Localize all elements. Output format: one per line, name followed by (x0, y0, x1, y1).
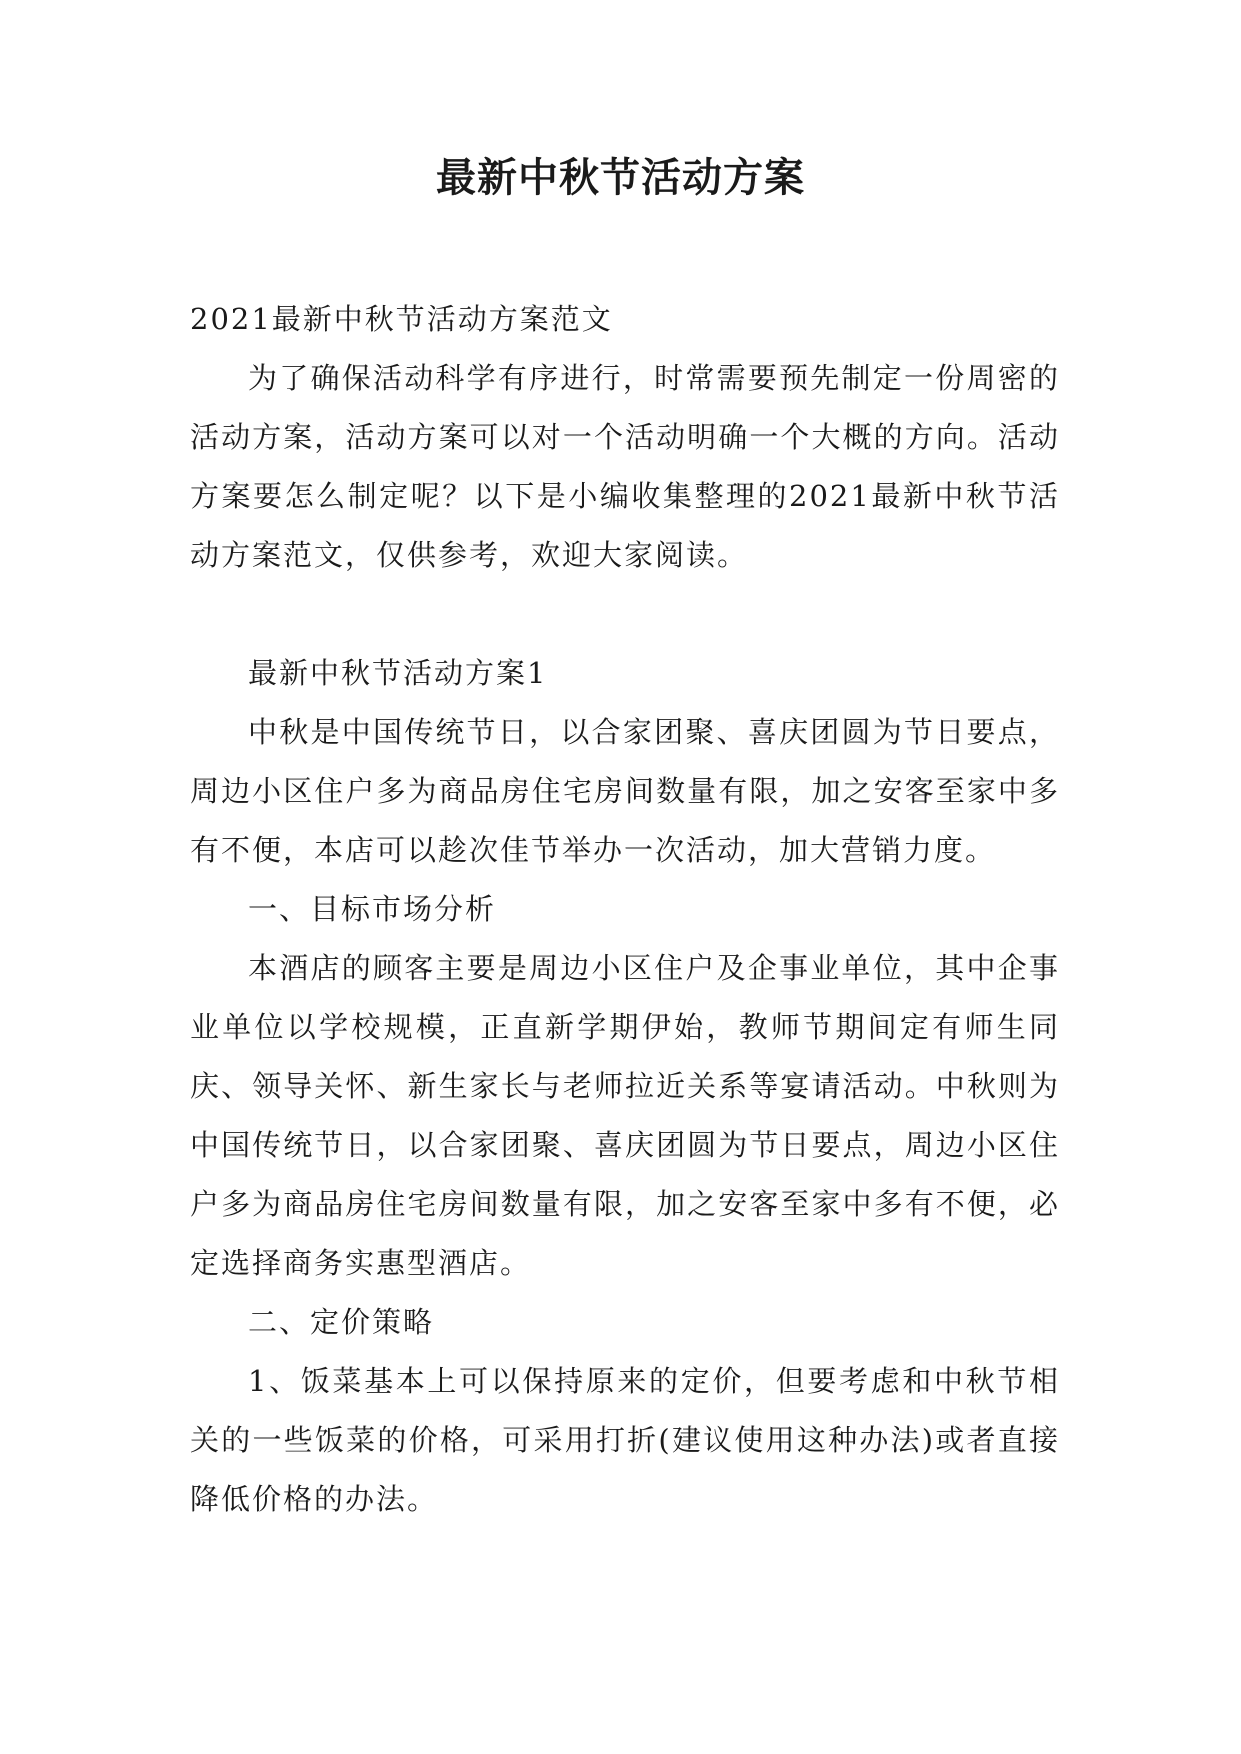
pricing-strategy-heading: 二、定价策略 (248, 1305, 435, 1339)
document-title: 最新中秋节活动方案 (436, 154, 805, 201)
market-analysis-paragraph: 本酒店的顾客主要是周边小区住户及企事业单位，其中企事业单位以学校规模，正直新学期伊始，教师节期间定有师生同庆、领导关怀、新生家长与老师拉近关系等宴请活动。中秋则为中国传统节日，以合家团聚、喜庆团圆为节日要点，周边小区住户多为商品房住宅房间数量有限，加之安客至家中多有不便，必定选择商务实惠型酒店。 (190, 951, 1060, 1280)
document-subtitle: 2021最新中秋节活动方案范文 (190, 302, 613, 336)
intro-paragraph: 为了确保活动科学有序进行，时常需要预先制定一份周密的活动方案，活动方案可以对一个活动明确一个大概的方向。活动方案要怎么制定呢？以下是小编收集整理的2021最新中秋节活动方案范文，仅供参考，欢迎大家阅读。 (190, 361, 1060, 572)
paragraph-spacer (190, 585, 1060, 644)
section-heading: 最新中秋节活动方案1 (248, 656, 548, 690)
section-paragraph: 中秋是中国传统节日，以合家团聚、喜庆团圆为节日要点，周边小区住户多为商品房住宅房间数量有限，加之安客至家中多有不便，本店可以趁次佳节举办一次活动，加大营销力度。 (190, 715, 1060, 867)
document-body (190, 290, 1060, 1529)
market-analysis-heading: 一、目标市场分析 (248, 892, 497, 926)
pricing-strategy-paragraph: 1、饭菜基本上可以保持原来的定价，但要考虑和中秋节相关的一些饭菜的价格，可采用打折(建议使用这种办法)或者直接降低价格的办法。 (190, 1364, 1060, 1516)
